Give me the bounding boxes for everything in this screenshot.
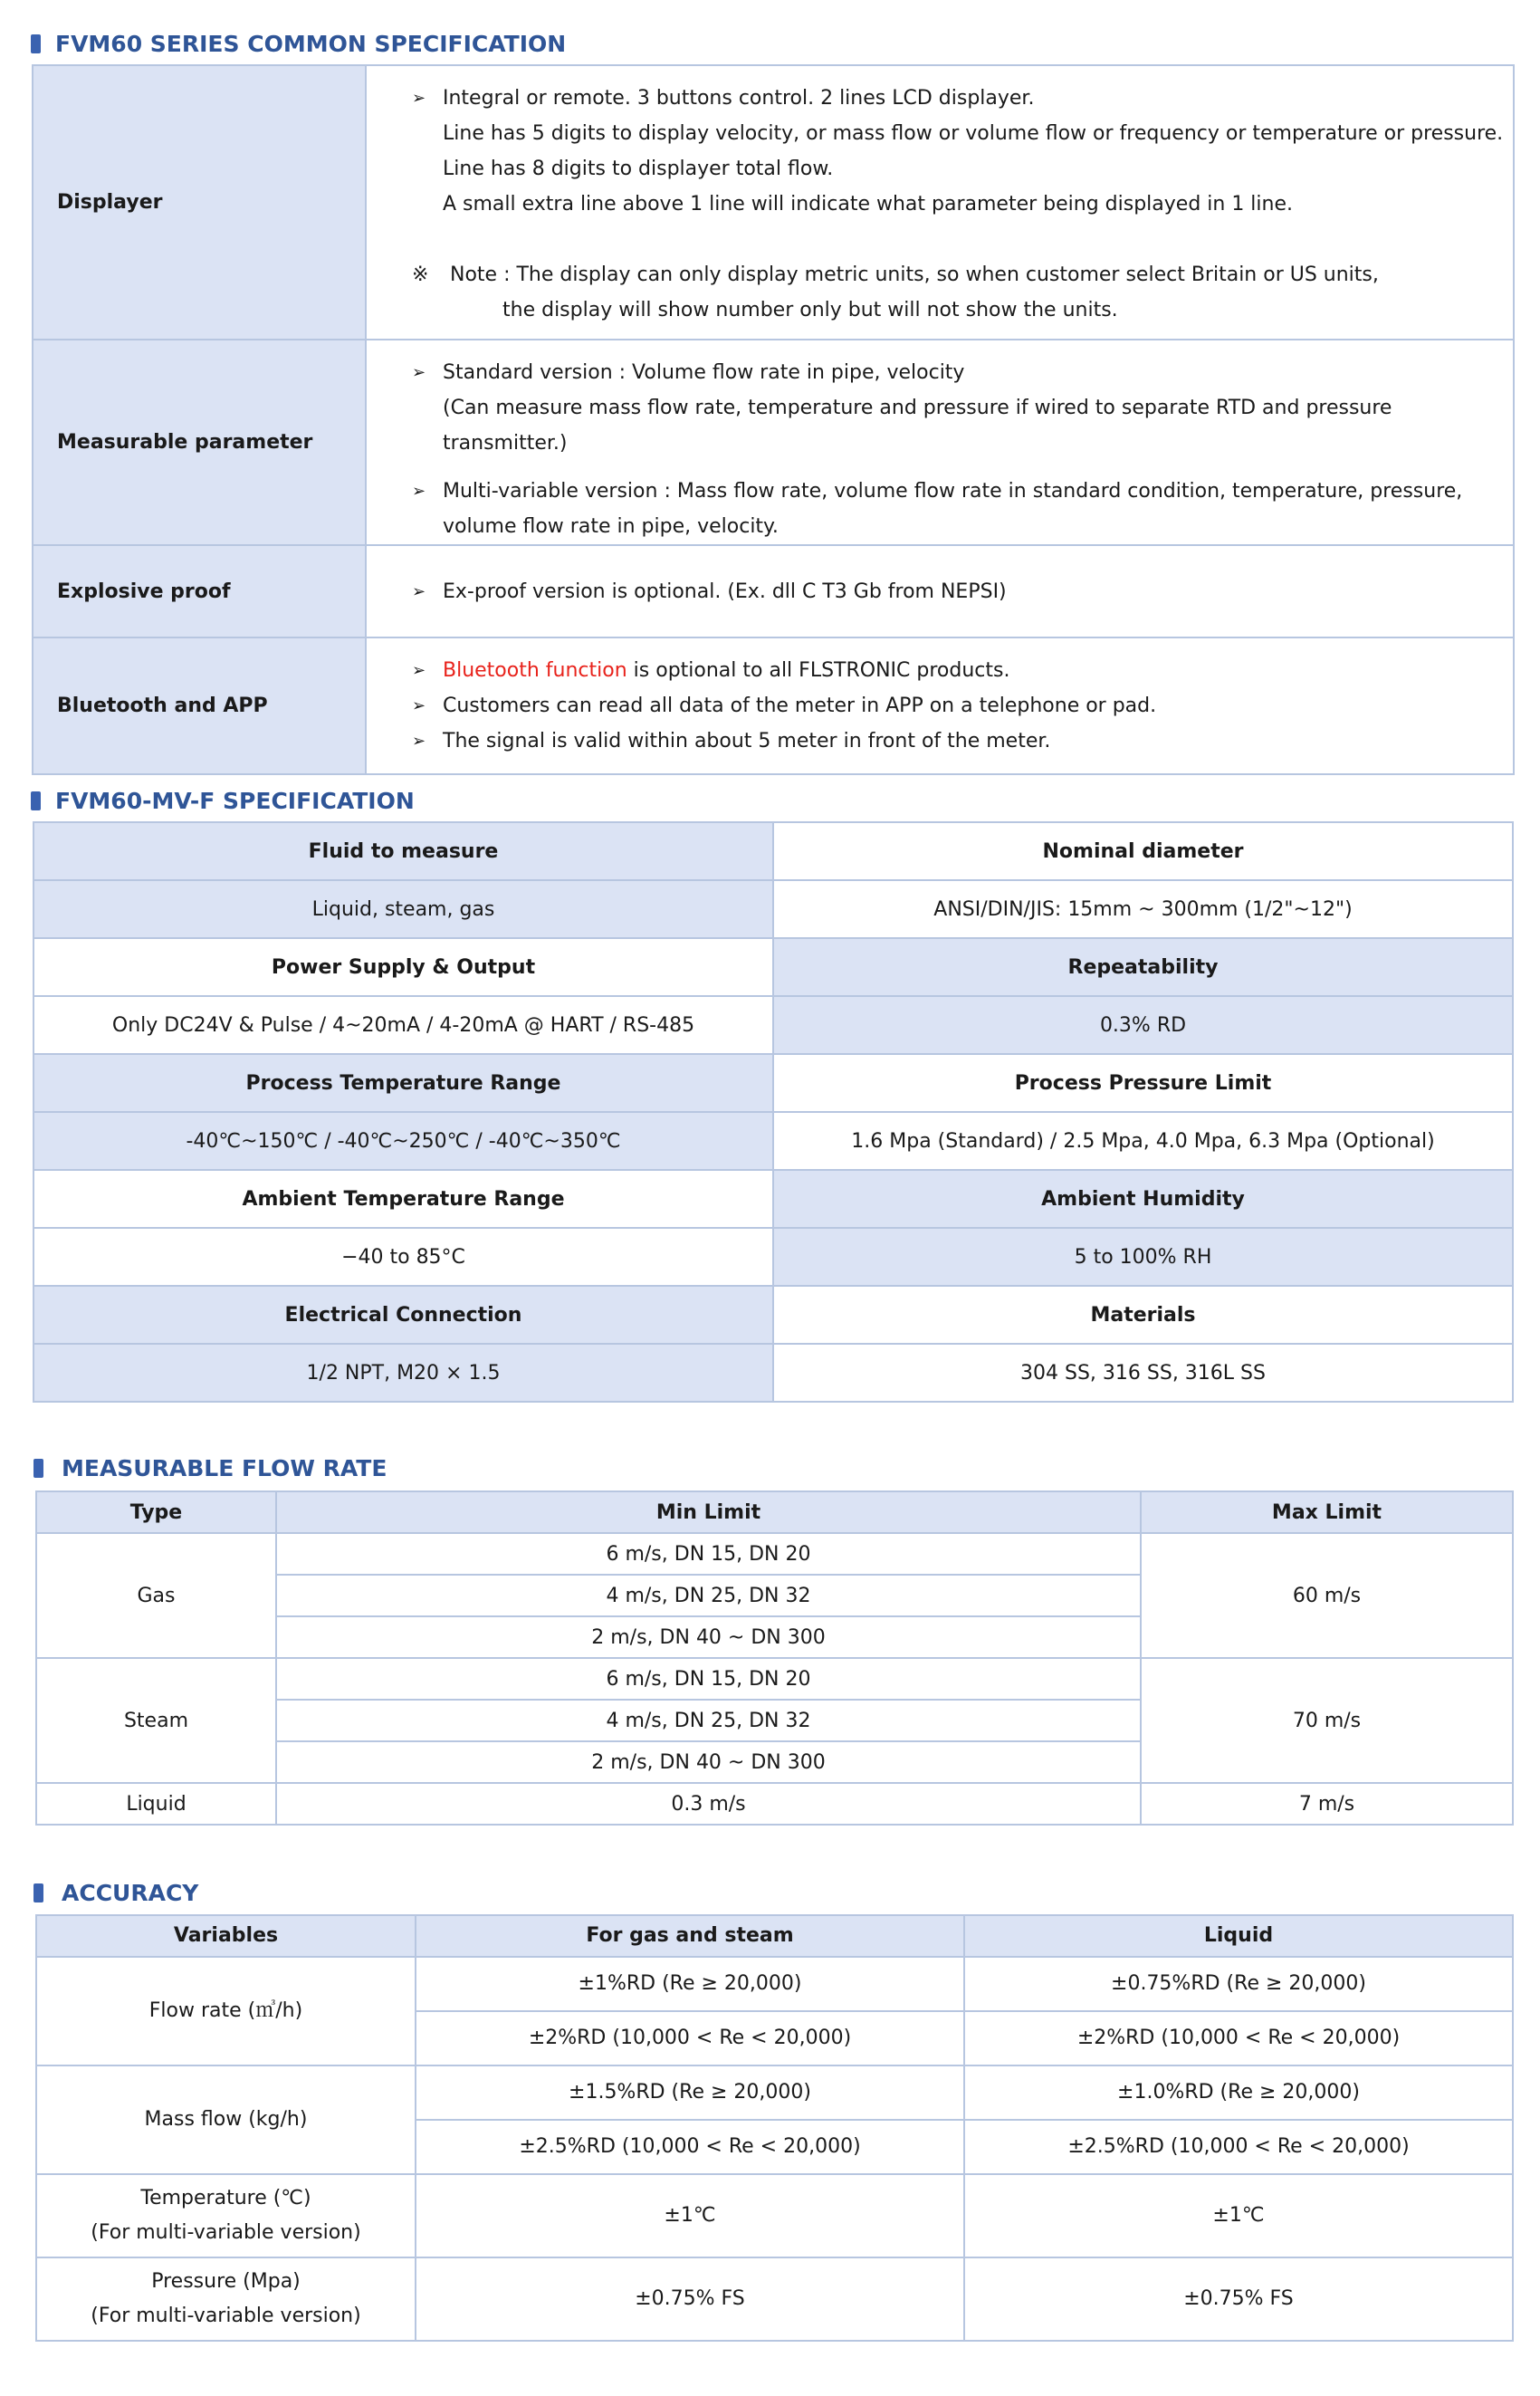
table-row — [33, 637, 1514, 774]
variable-name — [36, 2174, 416, 2257]
arrowhead-bullet-icon: ➢ — [412, 696, 426, 715]
arrowhead-bullet-icon: ➢ — [412, 363, 426, 382]
fluid-type: Gas — [36, 1533, 276, 1658]
note-text: the display will show number only but will not show the units. — [502, 299, 1118, 321]
arrowhead-bullet-icon: ➢ — [412, 89, 426, 108]
spec-heading: Materials — [773, 1286, 1513, 1344]
min-limit: 4 m/s, DN 25, DN 32 — [276, 1575, 1141, 1616]
column-header: Liquid — [964, 1915, 1513, 1957]
arrowhead-bullet-icon: ➢ — [412, 661, 426, 680]
column-header: Min Limit — [276, 1491, 1141, 1533]
section-marker-icon — [33, 1883, 43, 1902]
spec-value: ANSI/DIN/JIS: 15mm ~ 300mm (1/2"~12") — [773, 880, 1513, 938]
spec-heading: Power Supply & Output — [33, 938, 773, 996]
min-limit: 0.3 m/s — [276, 1783, 1141, 1825]
table-row — [36, 1533, 1513, 1575]
row-label: Bluetooth and APP — [33, 637, 366, 774]
table-row — [36, 1783, 1513, 1825]
accuracy-liquid: ±0.75% FS — [964, 2257, 1513, 2341]
accuracy-gas: ±2.5%RD (10,000 < Re < 20,000) — [416, 2120, 964, 2174]
spec-heading: Process Pressure Limit — [773, 1054, 1513, 1112]
accuracy-liquid: ±0.75%RD (Re ≥ 20,000) — [964, 1957, 1513, 2011]
row-label: Displayer — [33, 65, 366, 340]
table-row — [33, 1112, 1513, 1170]
table-row — [33, 1286, 1513, 1344]
row-label: Measurable parameter — [33, 340, 366, 545]
section-title-mvf — [31, 782, 415, 819]
spec-value: Only DC24V & Pulse / 4~20mA / 4-20mA @ HART / RS-485 — [33, 996, 773, 1054]
min-limit: 6 m/s, DN 15, DN 20 — [276, 1533, 1141, 1575]
section-marker-icon — [33, 1459, 43, 1478]
continuation-text: A small extra line above 1 line will indicate what parameter being displayed in 1 line. — [443, 193, 1294, 216]
section-title-text: FVM60-MV-F SPECIFICATION — [55, 787, 415, 814]
variable-name: Mass flow (kg/h) — [36, 2065, 416, 2174]
section-title-text: MEASURABLE FLOW RATE — [62, 1454, 387, 1481]
bullet-text: Standard version : Volume flow rate in pipe, velocity — [443, 361, 965, 384]
max-limit: 70 m/s — [1141, 1658, 1513, 1783]
section-title-common — [31, 25, 566, 62]
table-row — [33, 340, 1514, 545]
arrowhead-bullet-icon: ➢ — [412, 732, 426, 751]
flow-rate-table — [35, 1490, 1514, 1826]
table-row — [36, 2065, 1513, 2120]
bullet-text: Customers can read all data of the meter in APP on a telephone or pad. — [443, 695, 1157, 717]
arrowhead-bullet-icon: ➢ — [412, 482, 426, 501]
variable-name: Flow rate (㎥/h) — [36, 1957, 416, 2065]
section-title-text: ACCURACY — [62, 1879, 199, 1906]
table-row — [33, 822, 1513, 880]
continuation-text: volume flow rate in pipe, velocity. — [443, 515, 779, 538]
spec-heading: Ambient Temperature Range — [33, 1170, 773, 1228]
table-row — [33, 1170, 1513, 1228]
bullet-text: Ex-proof version is optional. (Ex. dll C T3 Gb from NEPSI) — [443, 580, 1007, 603]
variable-name — [36, 2257, 416, 2341]
note-text: Note : The display can only display metric units, so when customer select Britain or US units, — [450, 264, 1379, 286]
table-row — [33, 65, 1514, 340]
accuracy-gas: ±1℃ — [416, 2174, 964, 2257]
bullet-text: is optional to all FLSTRONIC products. — [627, 659, 1010, 682]
table-row — [36, 1957, 1513, 2011]
spec-heading: Nominal diameter — [773, 822, 1513, 880]
spec-value: 1/2 NPT, M20 × 1.5 — [33, 1344, 773, 1402]
table-row — [33, 880, 1513, 938]
highlighted-text: Bluetooth function — [443, 659, 627, 682]
table-row — [33, 1228, 1513, 1286]
fluid-type: Steam — [36, 1658, 276, 1783]
table-row — [33, 996, 1513, 1054]
spec-heading: Repeatability — [773, 938, 1513, 996]
table-header-row — [36, 1915, 1513, 1957]
min-limit: 4 m/s, DN 25, DN 32 — [276, 1700, 1141, 1741]
min-limit: 2 m/s, DN 40 ~ DN 300 — [276, 1741, 1141, 1783]
accuracy-gas: ±2%RD (10,000 < Re < 20,000) — [416, 2011, 964, 2065]
bullet-text: Multi-variable version : Mass flow rate, volume flow rate in standard condition, temperature, pressure, — [443, 480, 1463, 503]
column-header: For gas and steam — [416, 1915, 964, 1957]
continuation-text: (Can measure mass flow rate, temperature and pressure if wired to separate RTD and pressure transmitter.) — [443, 397, 1392, 455]
section-marker-icon — [31, 34, 41, 53]
accuracy-table — [35, 1914, 1514, 2342]
row-description — [366, 637, 1514, 774]
column-header: Max Limit — [1141, 1491, 1513, 1533]
spec-value: −40 to 85°C — [33, 1228, 773, 1286]
accuracy-gas: ±1.5%RD (Re ≥ 20,000) — [416, 2065, 964, 2120]
min-limit: 6 m/s, DN 15, DN 20 — [276, 1658, 1141, 1700]
accuracy-liquid: ±1.0%RD (Re ≥ 20,000) — [964, 2065, 1513, 2120]
table-row — [36, 2257, 1513, 2341]
continuation-text: Line has 8 digits to displayer total flow. — [443, 158, 834, 180]
row-label: Explosive proof — [33, 545, 366, 637]
variable-line: Pressure (Mpa) — [151, 2270, 301, 2293]
spec-heading: Process Temperature Range — [33, 1054, 773, 1112]
spec-value: -40℃~150℃ / -40℃~250℃ / -40℃~350℃ — [33, 1112, 773, 1170]
accuracy-liquid: ±2%RD (10,000 < Re < 20,000) — [964, 2011, 1513, 2065]
reference-mark-icon: ※ — [412, 264, 429, 286]
variable-note: (For multi-variable version) — [91, 2221, 361, 2244]
row-description — [366, 545, 1514, 637]
spec-value: 1.6 Mpa (Standard) / 2.5 Mpa, 4.0 Mpa, 6.3 Mpa (Optional) — [773, 1112, 1513, 1170]
spec-heading: Electrical Connection — [33, 1286, 773, 1344]
table-row — [33, 1054, 1513, 1112]
accuracy-liquid: ±2.5%RD (10,000 < Re < 20,000) — [964, 2120, 1513, 2174]
table-row — [33, 1344, 1513, 1402]
variable-line: Temperature (℃) — [140, 2187, 311, 2209]
table-header-row — [36, 1491, 1513, 1533]
spec-value: 5 to 100% RH — [773, 1228, 1513, 1286]
common-spec-table — [32, 64, 1515, 775]
section-title-flow — [33, 1450, 387, 1486]
row-description — [366, 340, 1514, 545]
section-marker-icon — [31, 791, 41, 810]
column-header: Variables — [36, 1915, 416, 1957]
min-limit: 2 m/s, DN 40 ~ DN 300 — [276, 1616, 1141, 1658]
max-limit: 60 m/s — [1141, 1533, 1513, 1658]
fluid-type: Liquid — [36, 1783, 276, 1825]
accuracy-gas: ±1%RD (Re ≥ 20,000) — [416, 1957, 964, 2011]
spec-value: 304 SS, 316 SS, 316L SS — [773, 1344, 1513, 1402]
table-row — [36, 1658, 1513, 1700]
row-description — [366, 65, 1514, 340]
max-limit: 7 m/s — [1141, 1783, 1513, 1825]
section-title-accuracy — [33, 1874, 198, 1911]
spec-value: 0.3% RD — [773, 996, 1513, 1054]
spec-heading: Fluid to measure — [33, 822, 773, 880]
mvf-spec-table — [33, 821, 1514, 1403]
accuracy-liquid: ±1℃ — [964, 2174, 1513, 2257]
continuation-text: Line has 5 digits to display velocity, or mass flow or volume flow or frequency or temperature or pressure. — [443, 122, 1504, 145]
column-header: Type — [36, 1491, 276, 1533]
table-row — [36, 2174, 1513, 2257]
spec-value: Liquid, steam, gas — [33, 880, 773, 938]
variable-note: (For multi-variable version) — [91, 2305, 361, 2327]
bullet-text: The signal is valid within about 5 meter in front of the meter. — [443, 730, 1051, 752]
accuracy-gas: ±0.75% FS — [416, 2257, 964, 2341]
bullet-text: Integral or remote. 3 buttons control. 2 lines LCD displayer. — [443, 87, 1035, 110]
spec-heading: Ambient Humidity — [773, 1170, 1513, 1228]
table-row — [33, 545, 1514, 637]
table-row — [33, 938, 1513, 996]
arrowhead-bullet-icon: ➢ — [412, 581, 426, 601]
section-title-text: FVM60 SERIES COMMON SPECIFICATION — [55, 30, 567, 57]
